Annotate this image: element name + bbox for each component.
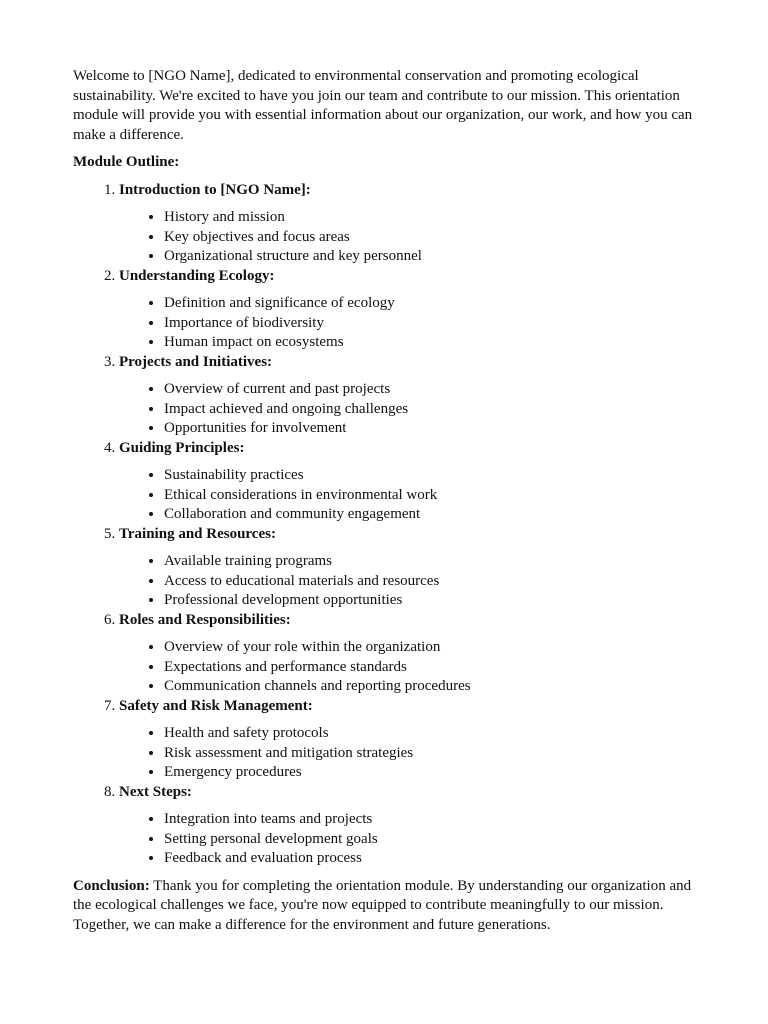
section-point: • Feedback and evaluation process bbox=[164, 849, 695, 869]
conclusion-text: Thank you for completing the orientation module. By understanding our organization and the ecological challenges we face, you're now equipped to contribute meaningfully to our mission. Together, we can make a difference for the environment and future generations. bbox=[73, 877, 692, 933]
section-point: • Overview of your role within the organization bbox=[164, 638, 695, 658]
section-points bbox=[119, 552, 695, 611]
conclusion-paragraph bbox=[73, 877, 695, 936]
section-point: • Access to educational materials and resources bbox=[164, 572, 695, 592]
section-point: • Health and safety protocols bbox=[164, 724, 695, 744]
section-point: • Setting personal development goals bbox=[164, 830, 695, 850]
section-point: • Integration into teams and projects bbox=[164, 810, 695, 830]
section-points bbox=[119, 294, 695, 353]
section-title: 3. Projects and Initiatives: bbox=[119, 353, 273, 370]
conclusion-label: Conclusion: bbox=[73, 877, 150, 894]
section-point: • History and mission bbox=[164, 208, 695, 228]
section-title: 7. Safety and Risk Management: bbox=[119, 697, 313, 714]
module-outline-heading: Module Outline: bbox=[73, 154, 180, 170]
section-title: 5. Training and Resources: bbox=[119, 525, 276, 542]
outline-section bbox=[119, 697, 695, 783]
section-title: 1. Introduction to [NGO Name]: bbox=[119, 181, 311, 198]
section-point: • Communication channels and reporting procedures bbox=[164, 677, 695, 697]
section-point: • Key objectives and focus areas bbox=[164, 228, 695, 248]
section-points bbox=[119, 810, 695, 869]
intro-paragraph: Welcome to [NGO Name], dedicated to environmental conservation and promoting ecological sustainability. We're excited to have you join our team and contribute to our mission. This orientation module will provide you with essential information about our organization, our work, and how you can make a difference. bbox=[73, 68, 693, 143]
section-point: • Human impact on ecosystems bbox=[164, 333, 695, 353]
section-point: • Available training programs bbox=[164, 552, 695, 572]
section-title: 4. Guiding Principles: bbox=[119, 439, 245, 456]
section-title: 8. Next Steps: bbox=[119, 783, 192, 800]
section-point: • Importance of biodiversity bbox=[164, 314, 695, 334]
section-point: • Organizational structure and key personnel bbox=[164, 247, 695, 267]
section-points bbox=[119, 208, 695, 267]
outline-section bbox=[119, 267, 695, 353]
section-point: • Opportunities for involvement bbox=[164, 419, 695, 439]
section-points bbox=[119, 638, 695, 697]
section-point: • Definition and significance of ecology bbox=[164, 294, 695, 314]
section-point: • Overview of current and past projects bbox=[164, 380, 695, 400]
module-outline-list bbox=[73, 181, 695, 869]
section-points bbox=[119, 380, 695, 439]
section-points bbox=[119, 466, 695, 525]
section-title: 6. Roles and Responsibilities: bbox=[119, 611, 291, 628]
section-point: • Sustainability practices bbox=[164, 466, 695, 486]
section-point: • Expectations and performance standards bbox=[164, 658, 695, 678]
outline-section bbox=[119, 611, 695, 697]
outline-section bbox=[119, 783, 695, 869]
section-title: 2. Understanding Ecology: bbox=[119, 267, 275, 284]
outline-section bbox=[119, 353, 695, 439]
section-point: • Collaboration and community engagement bbox=[164, 505, 695, 525]
section-point: • Impact achieved and ongoing challenges bbox=[164, 400, 695, 420]
section-points bbox=[119, 724, 695, 783]
outline-section bbox=[119, 439, 695, 525]
outline-section bbox=[119, 181, 695, 267]
section-point: • Ethical considerations in environmental work bbox=[164, 486, 695, 506]
outline-section bbox=[119, 525, 695, 611]
section-point: • Risk assessment and mitigation strategies bbox=[164, 744, 695, 764]
section-point: • Emergency procedures bbox=[164, 763, 695, 783]
section-point: • Professional development opportunities bbox=[164, 591, 695, 611]
